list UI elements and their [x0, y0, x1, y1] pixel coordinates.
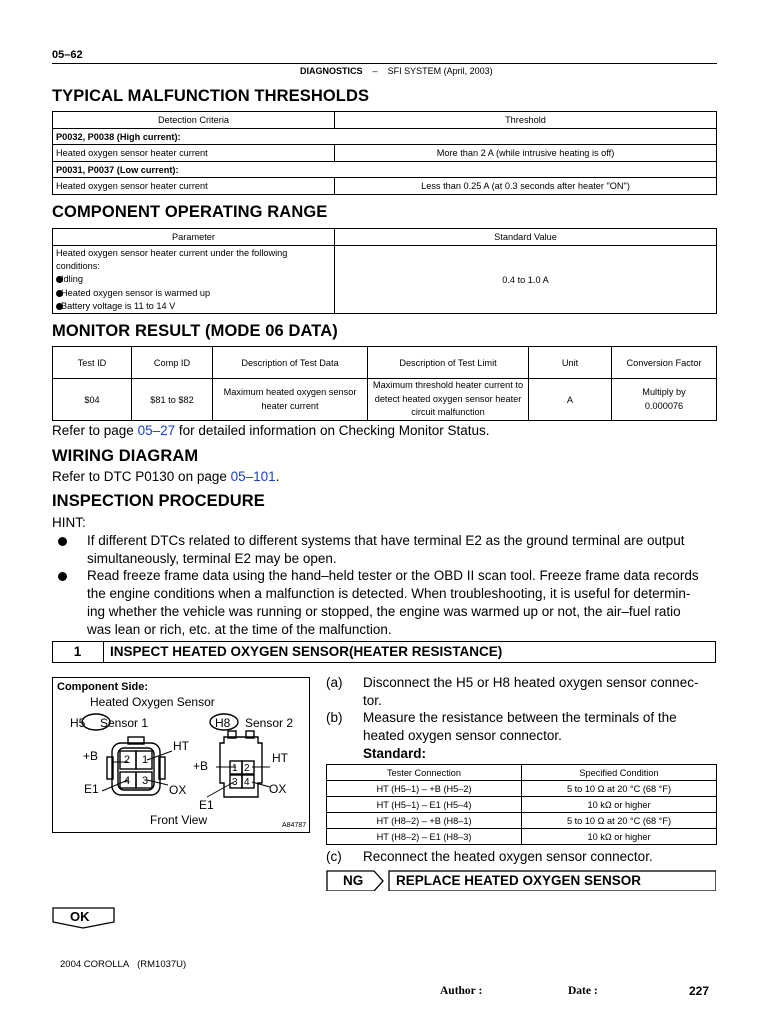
bullet-icon: [58, 572, 67, 581]
col-detection-criteria: Detection Criteria: [53, 112, 335, 129]
row2-threshold: Less than 0.25 A (at 0.3 seconds after heater "ON"): [335, 178, 717, 195]
group-high-current: P0032, P0038 (High current):: [53, 129, 717, 145]
footer-author: Author :: [440, 985, 483, 997]
standard-value: 0.4 to 1.0 A: [335, 246, 717, 314]
col-threshold: Threshold: [335, 112, 717, 129]
h5-pin-3: 3: [142, 775, 149, 787]
ok-label: OK: [70, 909, 90, 924]
h8-pin-3: 3: [232, 777, 238, 788]
h8-e1-label: E1: [199, 798, 214, 812]
footer-date: Date :: [568, 985, 598, 997]
h5-ht-label: HT: [173, 739, 189, 753]
table-row: HT (H8–2) – +B (H8–1): [327, 813, 522, 829]
step-title: INSPECT HEATED OXYGEN SENSOR(HEATER RESISTANCE): [110, 644, 503, 659]
col-test-limit: Description of Test Limit: [368, 347, 529, 379]
monitor-heading: MONITOR RESULT (MODE 06 DATA): [52, 322, 338, 340]
page-link-05-27[interactable]: 05–27: [137, 423, 176, 438]
group-low-current: P0031, P0037 (Low current):: [53, 162, 717, 178]
front-view-label: Front View: [150, 813, 208, 827]
section-name: DIAGNOSTICS: [300, 66, 363, 76]
col-test-data: Description of Test Data: [213, 347, 368, 379]
col-comp-id: Comp ID: [132, 347, 213, 379]
page-code: 05–62: [52, 49, 83, 61]
row2-criteria: Heated oxygen sensor heater current: [53, 178, 335, 195]
h8-pin-4: 4: [244, 777, 250, 788]
h5-b-label: +B: [83, 749, 99, 763]
unit: A: [529, 379, 612, 421]
conversion-factor: Multiply by 0.000076: [612, 379, 717, 421]
step-b-label: (b): [326, 710, 343, 725]
test-id: $04: [53, 379, 132, 421]
col-unit: Unit: [529, 347, 612, 379]
cond-battery: Battery voltage is 11 to 14 V: [56, 300, 331, 313]
col-conversion: Conversion Factor: [612, 347, 717, 379]
standard-table: [326, 764, 717, 845]
h5-label: H5: [70, 716, 86, 730]
h5-ox-label: OX: [169, 783, 187, 797]
footer-model: 2004 COROLLA (RM1037U): [60, 959, 187, 970]
header-rule: [52, 63, 717, 64]
component-side-label: Component Side:: [57, 681, 149, 693]
table-row: HT (H5–1) – +B (H5–2): [327, 781, 522, 797]
monitor-table: [52, 346, 717, 421]
col-standard-value: Standard Value: [335, 229, 717, 246]
footer-page: 227: [689, 984, 710, 998]
table-row: HT (H8–2) – E1 (H8–3): [327, 829, 522, 845]
section-subtitle: SFI SYSTEM (April, 2003): [387, 66, 493, 76]
operating-table: [52, 228, 717, 314]
col-specified-condition: Specified Condition: [522, 765, 717, 781]
bullet-icon: [58, 537, 67, 546]
table-cell: 5 to 10 Ω at 20 °C (68 °F): [522, 813, 717, 829]
param-line1: Heated oxygen sensor heater current under the following: [56, 248, 288, 258]
col-tester-connection: Tester Connection: [327, 765, 522, 781]
h8-pin-1: 1: [232, 763, 238, 774]
operating-heading: COMPONENT OPERATING RANGE: [52, 203, 328, 221]
header-dash: –: [372, 66, 378, 76]
thresholds-table: [52, 111, 717, 195]
wiring-refer: Refer to DTC P0130 on page 05–101.: [52, 469, 280, 484]
connector-figure: [52, 677, 310, 833]
ng-action: REPLACE HEATED OXYGEN SENSOR: [396, 873, 642, 888]
h8-label: H8: [215, 716, 231, 730]
cond-warmed: Heated oxygen sensor is warmed up: [56, 287, 331, 300]
h8-b-label: +B: [193, 759, 209, 773]
h8-ht-label: HT: [272, 751, 288, 765]
sensor1-label: Sensor 1: [100, 716, 149, 730]
h5-e1-label: E1: [84, 782, 99, 796]
h5-pin-2: 2: [124, 754, 131, 766]
step-number: 1: [52, 641, 104, 663]
step-c-label: (c): [326, 849, 342, 864]
step-c-text: Reconnect the heated oxygen sensor connector.: [363, 849, 653, 864]
param-line2: conditions:: [56, 261, 100, 272]
table-cell: 10 kΩ or higher: [522, 829, 717, 845]
sensor2-label: Sensor 2: [245, 716, 294, 730]
col-test-id: Test ID: [53, 347, 132, 379]
step-b-text: Measure the resistance between the terminals of the heated oxygen sensor connector. Standard:: [363, 710, 677, 761]
h8-ox-label: OX: [269, 782, 287, 796]
h5-pin-1: 1: [142, 754, 149, 766]
inspection-heading: INSPECTION PROCEDURE: [52, 492, 265, 510]
cond-idling: Idling: [56, 273, 331, 286]
page-link-05-101[interactable]: 05–101: [230, 469, 276, 484]
col-parameter: Parameter: [53, 229, 335, 246]
sensor-name: Heated Oxygen Sensor: [90, 695, 215, 709]
step-a-label: (a): [326, 675, 343, 690]
table-cell: 10 kΩ or higher: [522, 797, 717, 813]
figure-code: A84787: [282, 822, 307, 829]
standard-label: Standard:: [363, 746, 427, 761]
test-data: Maximum heated oxygen sensor heater current: [213, 379, 368, 421]
hint-label: HINT:: [52, 515, 86, 530]
comp-id: $81 to $82: [132, 379, 213, 421]
wiring-heading: WIRING DIAGRAM: [52, 447, 199, 465]
step-a-text: Disconnect the H5 or H8 heated oxygen sensor connec- tor.: [363, 675, 699, 708]
hint-bullet-2: Read freeze frame data using the hand–held tester or the OBD II scan tool. Freeze frame data records the engine conditions when a malfunction is detected. When troubleshooting, it is useful for determin- ing whether the vehicle was running or stopped, the engine was warmed up or not, the air–fuel ratio was lean or rich, etc. at the time of the malfunction.: [87, 568, 699, 637]
h5-pin-4: 4: [124, 775, 131, 787]
parameter-cell: [53, 246, 335, 314]
ng-label: NG: [343, 873, 364, 888]
h8-pin-2: 2: [244, 763, 250, 774]
row1-threshold: More than 2 A (while intrusive heating is off): [335, 145, 717, 162]
test-limit: Maximum threshold heater current to detect heated oxygen sensor heater circuit malfunction: [368, 379, 529, 421]
h5-connector: [107, 737, 165, 795]
running-header: [300, 66, 493, 76]
monitor-refer: Refer to page 05–27 for detailed information on Checking Monitor Status.: [52, 423, 490, 438]
thresholds-heading: TYPICAL MALFUNCTION THRESHOLDS: [52, 87, 370, 105]
row1-criteria: Heated oxygen sensor heater current: [53, 145, 335, 162]
hint-bullet-1: If different DTCs related to different systems that have terminal E2 as the ground terminal are output simultaneously, terminal E2 may be open.: [87, 533, 685, 566]
table-row: HT (H5–1) – E1 (H5–4): [327, 797, 522, 813]
table-cell: 5 to 10 Ω at 20 °C (68 °F): [522, 781, 717, 797]
